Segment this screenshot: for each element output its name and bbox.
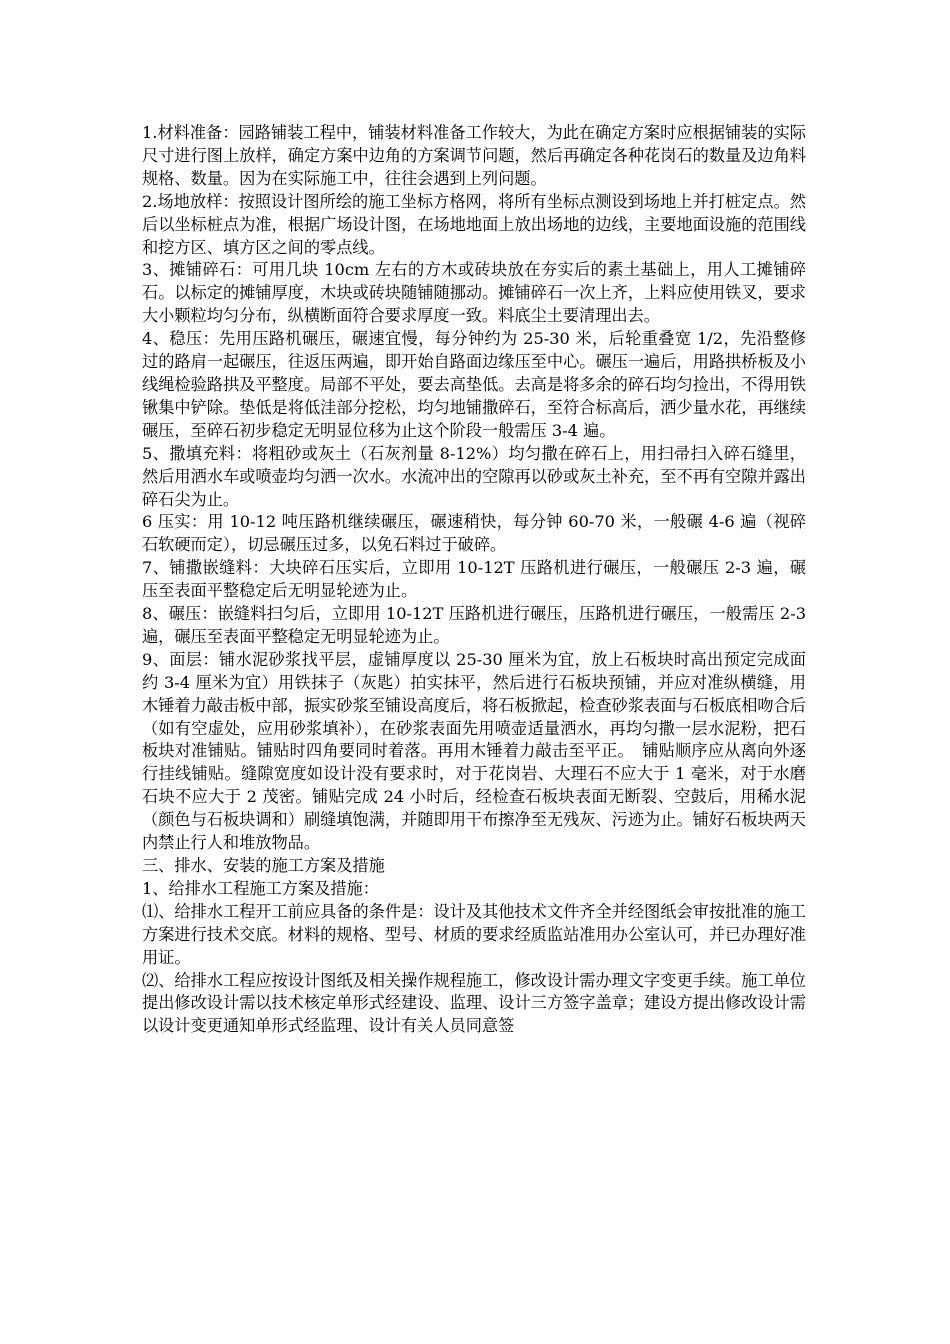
- paragraph-plumbing-conditions: ⑴、给排水工程开工前应具备的条件是：设计及其他技术文件齐全并经图纸会审按批准的施工方案进行技术交底。材料的规格、型号、材质的要求经质监站准用办公室认可，并已办理好准用证。: [142, 901, 806, 967]
- paragraph-stabilizing: 4、稳压：先用压路机碾压，碾速宜慢，每分钟约为 25-30 米，后轮重叠宽 1/2，先沿整修过的路肩一起碾压，往返压两遍，即开始自路面边缘压至中心。碾压一遍后，用路拱桥板及小线绳检验路拱及平整度。局部不平处，要去高垫低。去高是将多余的碎石均匀捡出，不得用铁锹集中铲除。垫低是将低洼部分挖松，均匀地铺撒碎石，至符合标高后，洒少量水花，再继续碾压，至碎石初步稳定无明显位移为止这个阶段一般需压 3-4 遍。: [142, 329, 806, 440]
- paragraph-site-layout: 2.场地放样：按照设计图所绘的施工坐标方格网，将所有坐标点测设到场地上并打桩定点。然后以坐标桩点为准，根据广场设计图，在场地地面上放出场地的边线，主要地面设施的范围线和挖方区、填方区之间的零点线。: [142, 191, 806, 257]
- subsection-heading-plumbing: 1、给排水工程施工方案及措施：: [142, 878, 379, 898]
- paragraph-compaction: 6 压实：用 10-12 吨压路机继续碾压，碾速稍快，每分钟 60-70 米，一般碾 4-6 遍（视碎石软硬而定），切忌碾压过多，以免石料过于破碎。: [142, 512, 806, 555]
- paragraph-gravel-spreading: 3、摊铺碎石：可用几块 10cm 左右的方木或砖块放在夯实后的素土基础上，用人工摊铺碎石。以标定的摊铺厚度，木块或砖块随铺随挪动。摊铺碎石一次上齐，上料应使用铁叉，要求大小颗粒均匀分布，纵横断面符合要求厚度一致。料底尘土要清理出去。: [142, 260, 806, 326]
- paragraph-filler: 5、撒填充料：将粗砂或灰土（石灰剂量 8-12%）均匀撒在碎石上，用扫帚扫入碎石缝里，然后用洒水车或喷壶均匀洒一次水。水流冲出的空隙再以砂或灰土补充，至不再有空隙并露出碎石尖为止。: [142, 443, 806, 509]
- document-page: [142, 122, 806, 1038]
- section-heading-drainage: 三、排水、安装的施工方案及措施: [142, 856, 385, 875]
- paragraph-rolling: 8、碾压：嵌缝料扫匀后，立即用 10-12T 压路机进行碾压，压路机进行碾压，一般需压 2-3 遍，碾压至表面平整稳定无明显轮迹为止。: [142, 604, 806, 646]
- paragraph-joint-filling: 7、铺撒嵌缝料：大块碎石压实后，立即用 10-12T 压路机进行碾压，一般碾压 2-3 遍，碾压至表面平整稳定后无明显轮迹为止。: [142, 558, 806, 601]
- paragraph-surface-layer: 9、面层：铺水泥砂浆找平层，虚铺厚度以 25-30 厘米为宜，放上石板块时高出预定完成面约 3-4 厘米为宜）用铁抹子（灰匙）拍实抹平，然后进行石板块预铺，并应对准纵横缝，用木锤着力敲击板中部，振实砂浆至铺设高度后，将石板掀起，检查砂浆表面与石板底相吻合后（如有空虚处，应用砂浆填补），在砂浆表面先用喷壶适量洒水，再均匀撒一层水泥粉，把石板块对准铺贴。铺贴时四角要同时着落。再用木锤着力敲击至平正。 铺贴顺序应从离向外逐行挂线铺贴。缝隙宽度如设计没有要求时，对于花岗岩、大理石不应大于 1 毫米，对于水磨石块不应大于 2 茂密。铺贴完成 24 小时后，经检查石板块表面无断裂、空鼓后，用稀水泥（颜色与石板块调和）刷缝填饱满，并随即用干布擦净至无残灰、污迹为止。铺好石板块两天内禁止行人和堆放物品。: [142, 649, 806, 853]
- paragraph-materials: 1.材料准备：园路铺装工程中，铺装材料准备工作较大，为此在确定方案时应根据铺装的实际尺寸进行图上放样，确定方案中边角的方案调节问题，然后再确定各种花岗石的数量及边角料规格、数量。因为在实际施工中，往往会遇到上列问题。: [142, 123, 806, 188]
- paragraph-plumbing-design: ⑵、给排水工程应按设计图纸及相关操作规程施工，修改设计需办理文字变更手续。施工单位提出修改设计需以技术核定单形式经建设、监理、设计三方签字盖章；建设方提出修改设计需以设计变更通知单形式经监理、设计有关人员同意签: [142, 970, 806, 1036]
